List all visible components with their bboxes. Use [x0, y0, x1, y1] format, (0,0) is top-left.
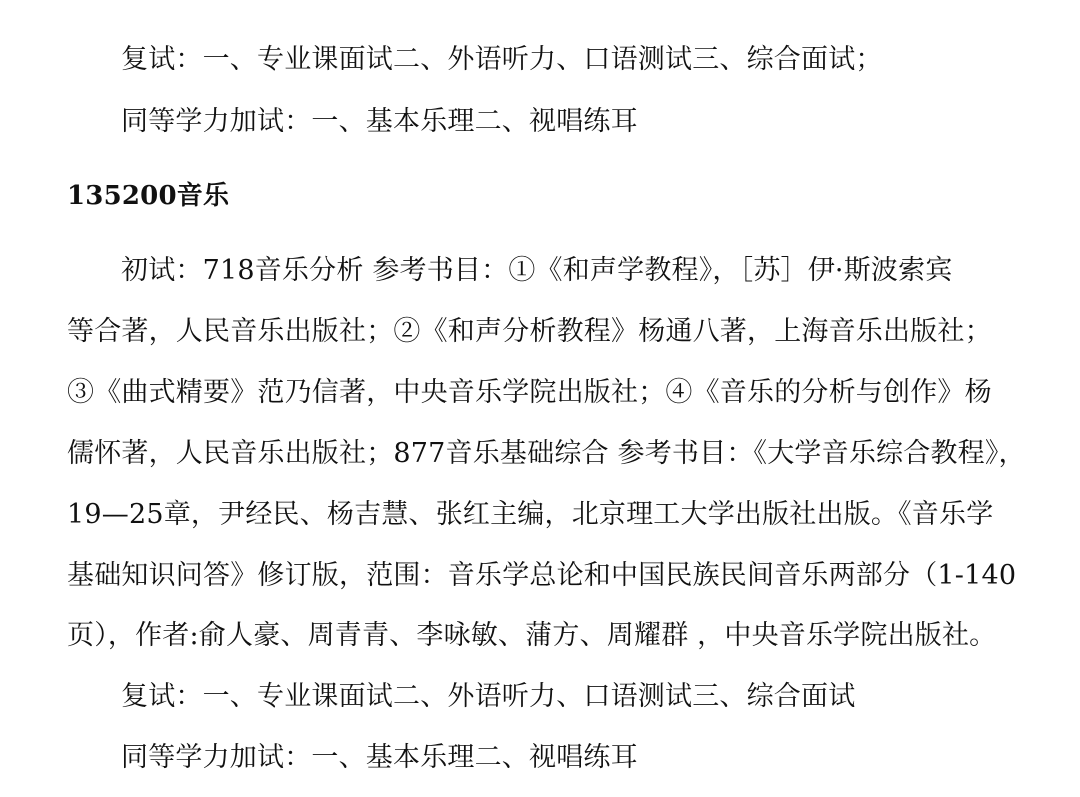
initial-test-line-1: 初试：718音乐分析 参考书目：①《和声学教程》，［苏］伊·斯波索宾: [121, 255, 953, 286]
initial-test-line-2: 等合著，人民音乐出版社；②《和声分析教程》杨通八著，上海音乐出版社；: [67, 316, 992, 347]
section-heading-music: 135200音乐: [67, 181, 230, 211]
equivalent-test-line-music: 同等学力加试：一、基本乐理二、视唱练耳: [121, 742, 638, 773]
equivalent-test-line-top: 同等学力加试：一、基本乐理二、视唱练耳: [121, 106, 638, 137]
retest-line-top: 复试：一、专业课面试二、外语听力、口语测试三、综合面试；: [121, 44, 883, 75]
initial-test-line-4: 儒怀著，人民音乐出版社；877音乐基础综合 参考书目：《大学音乐综合教程》，: [67, 438, 1026, 469]
initial-test-line-7: 页），作者:俞人豪、周青青、李咏敏、蒲方、周耀群 ，中央音乐学院出版社。: [67, 620, 997, 651]
initial-test-line-3: ③《曲式精要》范乃信著，中央音乐学院出版社；④《音乐的分析与创作》杨: [67, 377, 992, 408]
initial-test-line-6: 基础知识问答》修订版，范围：音乐学总论和中国民族民间音乐两部分（1-140: [67, 560, 1017, 591]
retest-line-music: 复试：一、专业课面试二、外语听力、口语测试三、综合面试: [121, 681, 856, 712]
initial-test-line-5: 19—25章，尹经民、杨吉慧、张红主编，北京理工大学出版社出版。《音乐学: [67, 499, 994, 530]
